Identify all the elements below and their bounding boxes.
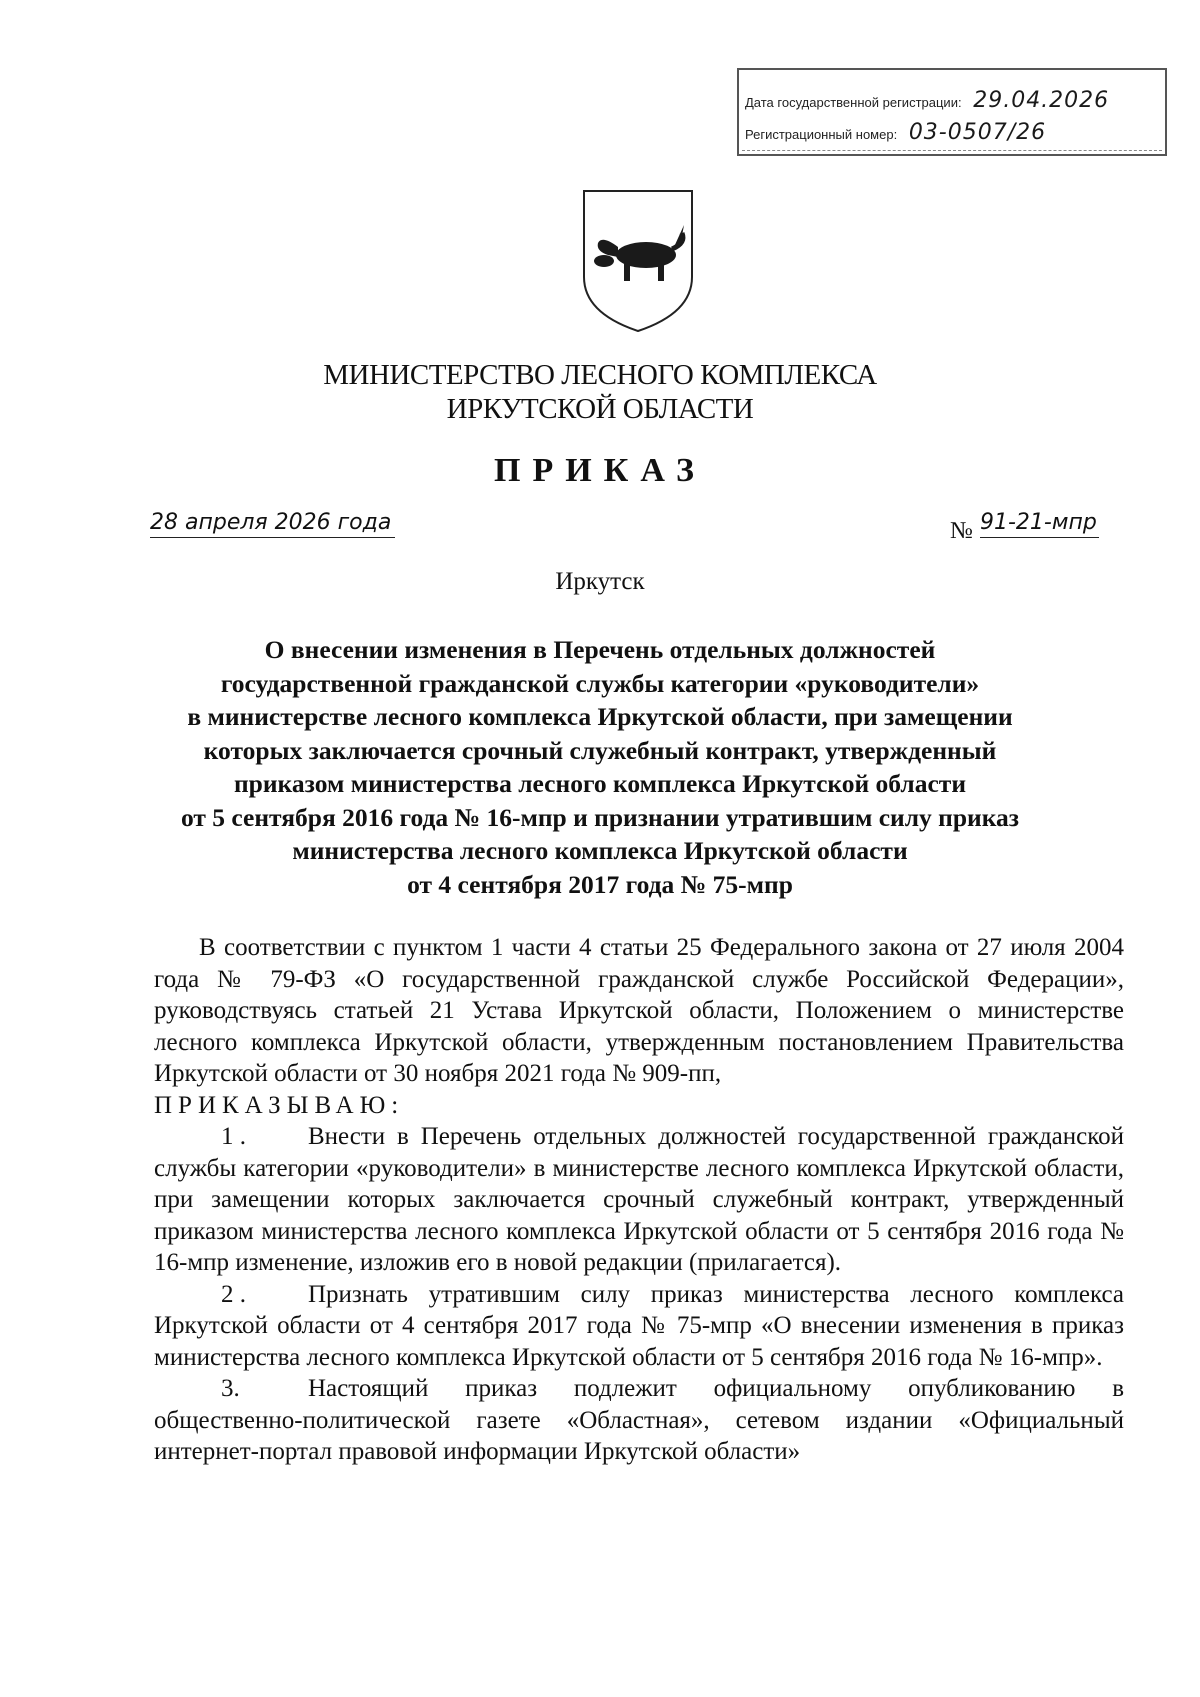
title-line: государственной гражданской службы категории «руководители»: [220, 668, 980, 698]
document-title: [0, 633, 1200, 901]
registration-number-label: Регистрационный номер:: [745, 127, 898, 142]
title-line: О внесении изменения в Перечень отдельных должностей: [264, 635, 936, 664]
registration-stamp: [737, 68, 1167, 156]
registration-number-row: [745, 120, 1046, 145]
ministry-name-line1: МИНИСТЕРСТВО ЛЕСНОГО КОМПЛЕКСА: [323, 359, 877, 391]
preamble-paragraph: В соответствии с пунктом 1 части 4 статьи 25 Федерального закона от 27 июля 2004 года № 79-ФЗ «О государственной гражданской службе Российской Федерации», руководствуясь статьей 21 Устава Иркутской области, Положением о министерстве лесного комплекса Иркутской области, утвержденным постановлением Правительства Иркутской области от 30 ноября 2021 года № 909-пп,: [154, 934, 1124, 1087]
order-number: 91-21-мпр: [980, 510, 1099, 538]
item-text: Признать утратившим силу приказ министерства лесного комплекса Иркутской области от 4 сентября 2017 года № 75-мпр «О внесении изменения в приказ министерства лесного комплекса Иркутской области от 5 сентября 2016 года № 16-мпр».: [154, 1280, 1124, 1371]
registration-date-label: Дата государственной регистрации:: [745, 95, 962, 110]
order-date: 28 апреля 2026 года: [150, 510, 395, 538]
title-line: которых заключается срочный служебный контракт, утвержденный: [203, 735, 997, 765]
item-number: 2 .: [221, 1280, 246, 1308]
item-text: Внести в Перечень отдельных должностей государственной гражданской службы категории «руководители» в министерстве лесного комплекса Иркутской области, при замещении которых заключается срочный служебный контракт, утвержденный приказом министерства лесного комплекса Иркутской области от 5 сентября 2016 года № 16-мпр изменение, изложив его в новой редакции (прилагается).: [154, 1123, 1124, 1276]
registration-date-row: [745, 88, 1109, 113]
ministry-name-line2: ИРКУТСКОЙ ОБЛАСТИ: [446, 393, 754, 425]
coat-of-arms-emblem: [578, 185, 698, 335]
title-line: в министерстве лесного комплекса Иркутской области, при замещении: [187, 702, 1013, 731]
item-number: 1 .: [221, 1123, 246, 1150]
title-line: от 4 сентября 2017 года № 75-мпр: [407, 869, 793, 899]
registration-number-value: 03-0507/26: [908, 120, 1047, 145]
item-number: 3.: [221, 1375, 240, 1402]
order-number-label: №: [950, 518, 973, 544]
order-item-1: [154, 1121, 1124, 1279]
city-name: Иркутск: [555, 568, 645, 595]
title-line: министерства лесного комплекса Иркутской области: [292, 836, 908, 865]
order-item-3: [154, 1373, 1124, 1468]
document-type: ПРИКАЗ: [494, 452, 706, 489]
title-line: приказом министерства лесного комплекса Иркутской области: [233, 769, 967, 798]
document-body: [154, 932, 1124, 1468]
item-text: Настоящий приказ подлежит официальному опубликованию в общественно-политической газете «Областная», сетевом издании «Официальный интернет-портал правовой информации Иркутской области»: [154, 1375, 1124, 1465]
title-line: от 5 сентября 2016 года № 16-мпр и признании утратившим силу приказ: [180, 802, 1020, 832]
registration-date-value: 29.04.2026: [973, 88, 1110, 113]
order-item-2: [154, 1279, 1124, 1374]
ministry-name: [0, 358, 1200, 426]
order-word: ПРИКАЗЫВАЮ:: [154, 1091, 405, 1119]
